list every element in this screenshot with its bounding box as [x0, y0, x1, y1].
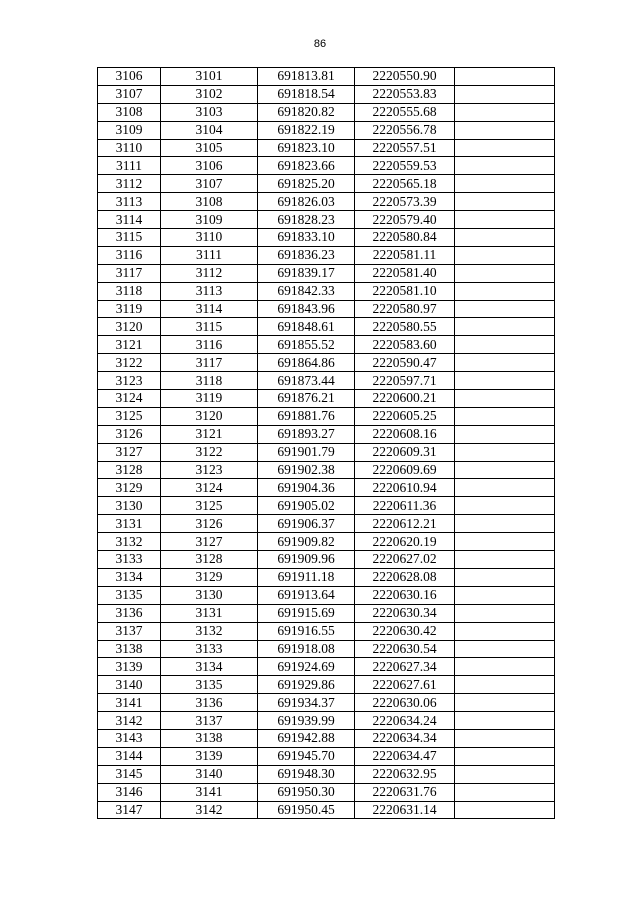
prev-point-cell: 3136: [161, 694, 258, 712]
y-coordinate-cell: 2220634.47: [355, 747, 455, 765]
y-coordinate-cell: 2220553.83: [355, 85, 455, 103]
x-coordinate-cell: 691945.70: [258, 747, 355, 765]
point-number-cell: 3108: [98, 103, 161, 121]
table-row: [98, 407, 555, 425]
x-coordinate-cell: 691855.52: [258, 336, 355, 354]
prev-point-cell: 3131: [161, 604, 258, 622]
y-coordinate-cell: 2220612.21: [355, 515, 455, 533]
table-row: [98, 318, 555, 336]
x-coordinate-cell: 691950.45: [258, 801, 355, 819]
y-coordinate-cell: 2220630.42: [355, 622, 455, 640]
y-coordinate-cell: 2220632.95: [355, 765, 455, 783]
note-cell: [455, 193, 555, 211]
x-coordinate-cell: 691873.44: [258, 372, 355, 390]
note-cell: [455, 765, 555, 783]
note-cell: [455, 425, 555, 443]
x-coordinate-cell: 691916.55: [258, 622, 355, 640]
table-row: [98, 300, 555, 318]
prev-point-cell: 3135: [161, 676, 258, 694]
note-cell: [455, 747, 555, 765]
x-coordinate-cell: 691909.82: [258, 533, 355, 551]
y-coordinate-cell: 2220555.68: [355, 103, 455, 121]
y-coordinate-cell: 2220597.71: [355, 372, 455, 390]
y-coordinate-cell: 2220581.40: [355, 264, 455, 282]
point-number-cell: 3128: [98, 461, 161, 479]
x-coordinate-cell: 691823.10: [258, 139, 355, 157]
prev-point-cell: 3102: [161, 85, 258, 103]
note-cell: [455, 586, 555, 604]
point-number-cell: 3119: [98, 300, 161, 318]
table-row: [98, 515, 555, 533]
point-number-cell: 3145: [98, 765, 161, 783]
y-coordinate-cell: 2220609.31: [355, 443, 455, 461]
x-coordinate-cell: 691929.86: [258, 676, 355, 694]
prev-point-cell: 3123: [161, 461, 258, 479]
note-cell: [455, 68, 555, 86]
note-cell: [455, 407, 555, 425]
point-number-cell: 3134: [98, 568, 161, 586]
point-number-cell: 3130: [98, 497, 161, 515]
table-row: [98, 68, 555, 86]
point-number-cell: 3116: [98, 246, 161, 264]
point-number-cell: 3144: [98, 747, 161, 765]
x-coordinate-cell: 691948.30: [258, 765, 355, 783]
point-number-cell: 3117: [98, 264, 161, 282]
table-row: [98, 622, 555, 640]
x-coordinate-cell: 691939.99: [258, 712, 355, 730]
table-row: [98, 497, 555, 515]
x-coordinate-cell: 691839.17: [258, 264, 355, 282]
x-coordinate-cell: 691848.61: [258, 318, 355, 336]
point-number-cell: 3146: [98, 783, 161, 801]
y-coordinate-cell: 2220583.60: [355, 336, 455, 354]
y-coordinate-cell: 2220630.16: [355, 586, 455, 604]
point-number-cell: 3136: [98, 604, 161, 622]
prev-point-cell: 3140: [161, 765, 258, 783]
prev-point-cell: 3105: [161, 139, 258, 157]
x-coordinate-cell: 691911.18: [258, 568, 355, 586]
prev-point-cell: 3103: [161, 103, 258, 121]
x-coordinate-cell: 691842.33: [258, 282, 355, 300]
table-row: [98, 264, 555, 282]
x-coordinate-cell: 691934.37: [258, 694, 355, 712]
x-coordinate-cell: 691942.88: [258, 729, 355, 747]
table-row: [98, 246, 555, 264]
note-cell: [455, 85, 555, 103]
note-cell: [455, 658, 555, 676]
prev-point-cell: 3138: [161, 729, 258, 747]
point-number-cell: 3137: [98, 622, 161, 640]
point-number-cell: 3126: [98, 425, 161, 443]
y-coordinate-cell: 2220627.02: [355, 551, 455, 569]
prev-point-cell: 3137: [161, 712, 258, 730]
point-number-cell: 3118: [98, 282, 161, 300]
table-row: [98, 85, 555, 103]
note-cell: [455, 229, 555, 247]
prev-point-cell: 3106: [161, 157, 258, 175]
prev-point-cell: 3124: [161, 479, 258, 497]
table-row: [98, 568, 555, 586]
prev-point-cell: 3117: [161, 354, 258, 372]
note-cell: [455, 264, 555, 282]
note-cell: [455, 729, 555, 747]
note-cell: [455, 390, 555, 408]
y-coordinate-cell: 2220609.69: [355, 461, 455, 479]
y-coordinate-cell: 2220556.78: [355, 121, 455, 139]
note-cell: [455, 461, 555, 479]
table-row: [98, 783, 555, 801]
prev-point-cell: 3108: [161, 193, 258, 211]
note-cell: [455, 676, 555, 694]
prev-point-cell: 3113: [161, 282, 258, 300]
y-coordinate-cell: 2220627.61: [355, 676, 455, 694]
prev-point-cell: 3112: [161, 264, 258, 282]
point-number-cell: 3112: [98, 175, 161, 193]
x-coordinate-cell: 691904.36: [258, 479, 355, 497]
note-cell: [455, 783, 555, 801]
prev-point-cell: 3129: [161, 568, 258, 586]
y-coordinate-cell: 2220590.47: [355, 354, 455, 372]
note-cell: [455, 282, 555, 300]
note-cell: [455, 640, 555, 658]
point-number-cell: 3141: [98, 694, 161, 712]
point-number-cell: 3114: [98, 211, 161, 229]
prev-point-cell: 3125: [161, 497, 258, 515]
prev-point-cell: 3132: [161, 622, 258, 640]
x-coordinate-cell: 691818.54: [258, 85, 355, 103]
prev-point-cell: 3141: [161, 783, 258, 801]
table-row: [98, 211, 555, 229]
y-coordinate-cell: 2220627.34: [355, 658, 455, 676]
prev-point-cell: 3114: [161, 300, 258, 318]
x-coordinate-cell: 691876.21: [258, 390, 355, 408]
y-coordinate-cell: 2220581.10: [355, 282, 455, 300]
note-cell: [455, 372, 555, 390]
table-row: [98, 390, 555, 408]
note-cell: [455, 568, 555, 586]
x-coordinate-cell: 691913.64: [258, 586, 355, 604]
y-coordinate-cell: 2220631.14: [355, 801, 455, 819]
x-coordinate-cell: 691864.86: [258, 354, 355, 372]
x-coordinate-cell: 691881.76: [258, 407, 355, 425]
point-number-cell: 3122: [98, 354, 161, 372]
x-coordinate-cell: 691826.03: [258, 193, 355, 211]
y-coordinate-cell: 2220620.19: [355, 533, 455, 551]
prev-point-cell: 3104: [161, 121, 258, 139]
table-body: [98, 68, 555, 819]
point-number-cell: 3111: [98, 157, 161, 175]
table-row: [98, 354, 555, 372]
point-number-cell: 3115: [98, 229, 161, 247]
table-row: [98, 139, 555, 157]
prev-point-cell: 3110: [161, 229, 258, 247]
point-number-cell: 3123: [98, 372, 161, 390]
y-coordinate-cell: 2220610.94: [355, 479, 455, 497]
y-coordinate-cell: 2220605.25: [355, 407, 455, 425]
point-number-cell: 3139: [98, 658, 161, 676]
note-cell: [455, 497, 555, 515]
note-cell: [455, 157, 555, 175]
y-coordinate-cell: 2220611.36: [355, 497, 455, 515]
x-coordinate-cell: 691906.37: [258, 515, 355, 533]
y-coordinate-cell: 2220631.76: [355, 783, 455, 801]
x-coordinate-cell: 691828.23: [258, 211, 355, 229]
x-coordinate-cell: 691820.82: [258, 103, 355, 121]
note-cell: [455, 479, 555, 497]
point-number-cell: 3140: [98, 676, 161, 694]
prev-point-cell: 3115: [161, 318, 258, 336]
y-coordinate-cell: 2220580.97: [355, 300, 455, 318]
table-row: [98, 121, 555, 139]
point-number-cell: 3132: [98, 533, 161, 551]
y-coordinate-cell: 2220634.24: [355, 712, 455, 730]
point-number-cell: 3133: [98, 551, 161, 569]
point-number-cell: 3113: [98, 193, 161, 211]
note-cell: [455, 139, 555, 157]
x-coordinate-cell: 691901.79: [258, 443, 355, 461]
prev-point-cell: 3107: [161, 175, 258, 193]
table-row: [98, 175, 555, 193]
note-cell: [455, 354, 555, 372]
point-number-cell: 3107: [98, 85, 161, 103]
prev-point-cell: 3101: [161, 68, 258, 86]
y-coordinate-cell: 2220630.34: [355, 604, 455, 622]
y-coordinate-cell: 2220580.84: [355, 229, 455, 247]
point-number-cell: 3125: [98, 407, 161, 425]
prev-point-cell: 3133: [161, 640, 258, 658]
table-row: [98, 157, 555, 175]
table-row: [98, 729, 555, 747]
table-row: [98, 747, 555, 765]
y-coordinate-cell: 2220565.18: [355, 175, 455, 193]
note-cell: [455, 443, 555, 461]
point-number-cell: 3135: [98, 586, 161, 604]
prev-point-cell: 3118: [161, 372, 258, 390]
note-cell: [455, 336, 555, 354]
x-coordinate-cell: 691902.38: [258, 461, 355, 479]
x-coordinate-cell: 691836.23: [258, 246, 355, 264]
note-cell: [455, 551, 555, 569]
page-number: 86: [313, 38, 327, 50]
point-number-cell: 3129: [98, 479, 161, 497]
note-cell: [455, 121, 555, 139]
prev-point-cell: 3134: [161, 658, 258, 676]
point-number-cell: 3142: [98, 712, 161, 730]
prev-point-cell: 3121: [161, 425, 258, 443]
x-coordinate-cell: 691950.30: [258, 783, 355, 801]
prev-point-cell: 3119: [161, 390, 258, 408]
note-cell: [455, 712, 555, 730]
y-coordinate-cell: 2220550.90: [355, 68, 455, 86]
x-coordinate-cell: 691822.19: [258, 121, 355, 139]
y-coordinate-cell: 2220630.54: [355, 640, 455, 658]
table-row: [98, 765, 555, 783]
point-number-cell: 3124: [98, 390, 161, 408]
point-number-cell: 3121: [98, 336, 161, 354]
y-coordinate-cell: 2220557.51: [355, 139, 455, 157]
note-cell: [455, 604, 555, 622]
prev-point-cell: 3139: [161, 747, 258, 765]
x-coordinate-cell: 691893.27: [258, 425, 355, 443]
point-number-cell: 3110: [98, 139, 161, 157]
prev-point-cell: 3109: [161, 211, 258, 229]
note-cell: [455, 300, 555, 318]
prev-point-cell: 3126: [161, 515, 258, 533]
y-coordinate-cell: 2220630.06: [355, 694, 455, 712]
table-row: [98, 694, 555, 712]
coordinates-table: [97, 67, 555, 819]
x-coordinate-cell: 691823.66: [258, 157, 355, 175]
table-row: [98, 586, 555, 604]
note-cell: [455, 515, 555, 533]
x-coordinate-cell: 691905.02: [258, 497, 355, 515]
y-coordinate-cell: 2220608.16: [355, 425, 455, 443]
prev-point-cell: 3111: [161, 246, 258, 264]
prev-point-cell: 3130: [161, 586, 258, 604]
note-cell: [455, 175, 555, 193]
table-row: [98, 425, 555, 443]
table-row: [98, 801, 555, 819]
table-row: [98, 282, 555, 300]
table-row: [98, 103, 555, 121]
x-coordinate-cell: 691915.69: [258, 604, 355, 622]
x-coordinate-cell: 691813.81: [258, 68, 355, 86]
table-row: [98, 372, 555, 390]
point-number-cell: 3147: [98, 801, 161, 819]
y-coordinate-cell: 2220628.08: [355, 568, 455, 586]
x-coordinate-cell: 691825.20: [258, 175, 355, 193]
note-cell: [455, 801, 555, 819]
table-row: [98, 604, 555, 622]
note-cell: [455, 694, 555, 712]
prev-point-cell: 3142: [161, 801, 258, 819]
x-coordinate-cell: 691918.08: [258, 640, 355, 658]
y-coordinate-cell: 2220581.11: [355, 246, 455, 264]
y-coordinate-cell: 2220634.34: [355, 729, 455, 747]
table-row: [98, 533, 555, 551]
note-cell: [455, 622, 555, 640]
table-row: [98, 551, 555, 569]
prev-point-cell: 3127: [161, 533, 258, 551]
x-coordinate-cell: 691924.69: [258, 658, 355, 676]
point-number-cell: 3127: [98, 443, 161, 461]
table-row: [98, 479, 555, 497]
point-number-cell: 3143: [98, 729, 161, 747]
y-coordinate-cell: 2220573.39: [355, 193, 455, 211]
point-number-cell: 3120: [98, 318, 161, 336]
prev-point-cell: 3122: [161, 443, 258, 461]
table-row: [98, 658, 555, 676]
x-coordinate-cell: 691833.10: [258, 229, 355, 247]
table-row: [98, 676, 555, 694]
y-coordinate-cell: 2220580.55: [355, 318, 455, 336]
y-coordinate-cell: 2220559.53: [355, 157, 455, 175]
prev-point-cell: 3120: [161, 407, 258, 425]
prev-point-cell: 3116: [161, 336, 258, 354]
table-row: [98, 461, 555, 479]
table-row: [98, 229, 555, 247]
note-cell: [455, 318, 555, 336]
table-row: [98, 712, 555, 730]
table-row: [98, 640, 555, 658]
point-number-cell: 3109: [98, 121, 161, 139]
table-row: [98, 336, 555, 354]
note-cell: [455, 246, 555, 264]
note-cell: [455, 211, 555, 229]
y-coordinate-cell: 2220579.40: [355, 211, 455, 229]
y-coordinate-cell: 2220600.21: [355, 390, 455, 408]
table-row: [98, 443, 555, 461]
note-cell: [455, 103, 555, 121]
table-row: [98, 193, 555, 211]
point-number-cell: 3138: [98, 640, 161, 658]
point-number-cell: 3106: [98, 68, 161, 86]
x-coordinate-cell: 691843.96: [258, 300, 355, 318]
x-coordinate-cell: 691909.96: [258, 551, 355, 569]
note-cell: [455, 533, 555, 551]
point-number-cell: 3131: [98, 515, 161, 533]
prev-point-cell: 3128: [161, 551, 258, 569]
